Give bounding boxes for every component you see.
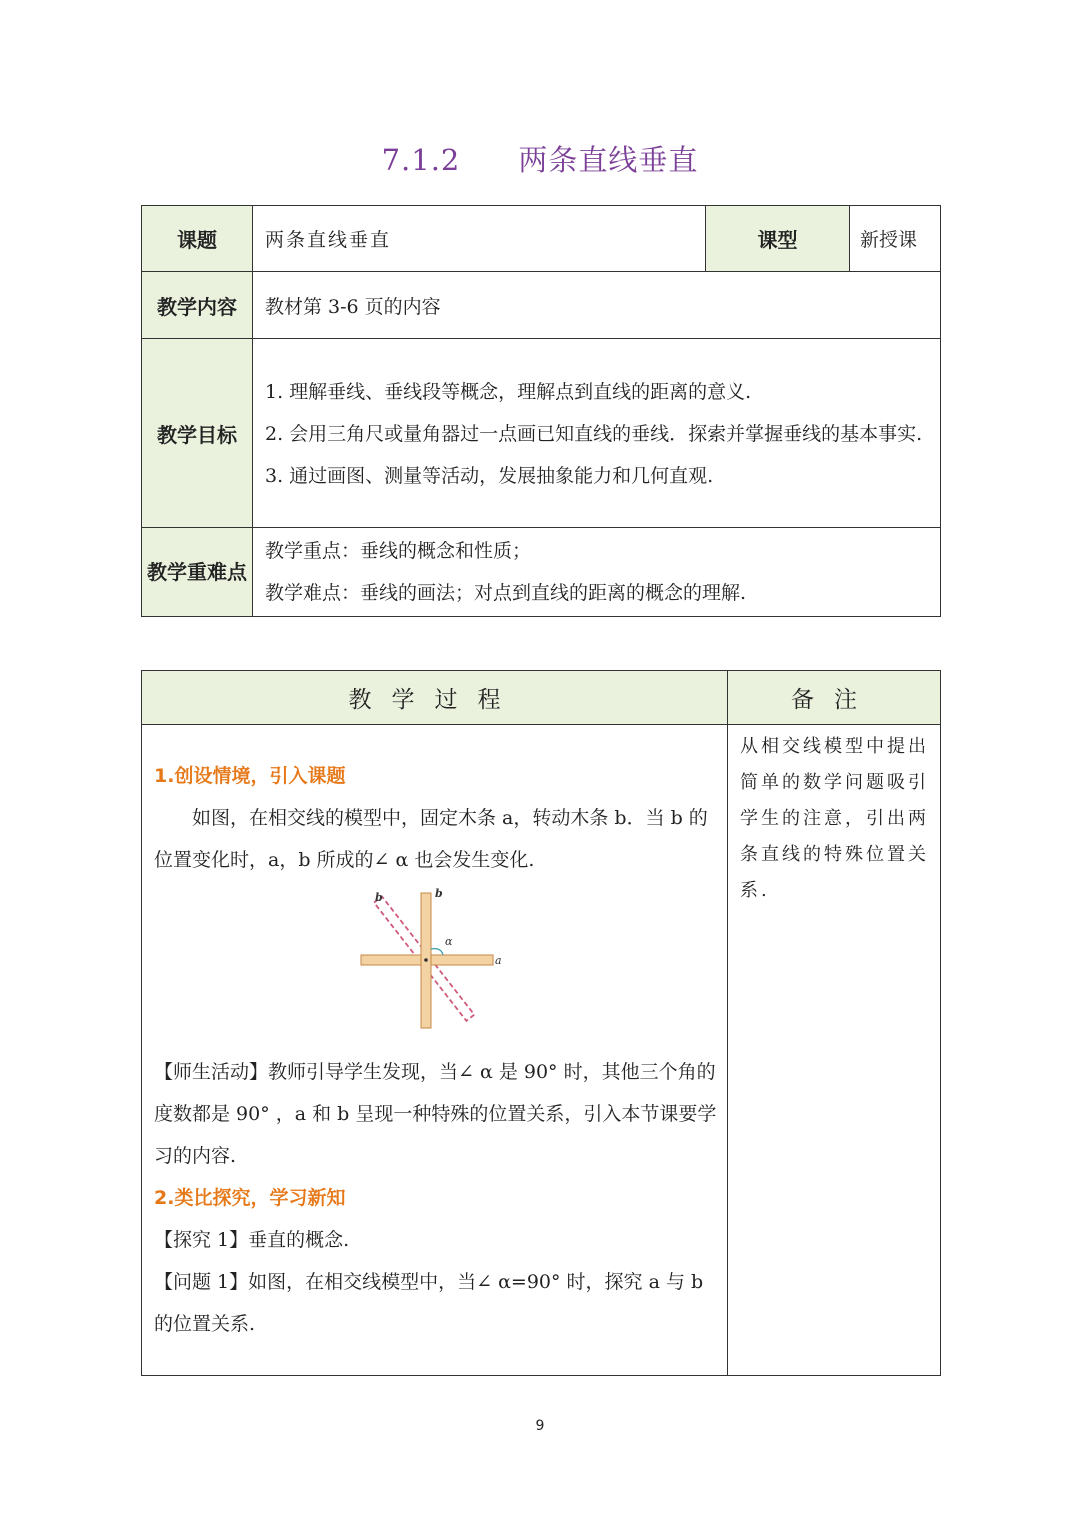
goals-row bbox=[142, 339, 941, 528]
goal-item: 1. 理解垂线、垂线段等概念，理解点到直线的距离的意义. bbox=[265, 381, 752, 403]
goals-list bbox=[253, 339, 941, 528]
label-alpha: α bbox=[444, 935, 452, 948]
label-b-dashed: b bbox=[374, 891, 383, 904]
paragraph: 【探究 1】垂直的概念. bbox=[154, 1229, 350, 1251]
process-body-row bbox=[142, 725, 941, 1376]
pivot-point bbox=[424, 958, 428, 962]
paragraph: 【师生活动】教师引导学生发现，当∠ α 是 90° 时，其他三个角的度数都是 90° ，a 和 b 呈现一种特殊的位置关系，引入本节课要学习的内容. bbox=[154, 1061, 717, 1167]
type-label: 课型 bbox=[706, 206, 850, 272]
key-points-list bbox=[253, 528, 941, 617]
content-row bbox=[142, 272, 941, 339]
type-value: 新授课 bbox=[850, 206, 941, 272]
section-heading: 2.类比探究，学习新知 bbox=[154, 1187, 346, 1209]
label-b-vertical: b bbox=[434, 887, 443, 900]
section-heading: 1.创设情境，引入课题 bbox=[154, 765, 346, 787]
topic-row bbox=[142, 206, 941, 272]
key-point-item: 教学难点：垂线的画法；对点到直线的距离的概念的理解. bbox=[265, 582, 747, 604]
goal-item: 3. 通过画图、测量等活动，发展抽象能力和几何直观. bbox=[265, 465, 714, 487]
content-label: 教学内容 bbox=[142, 272, 253, 339]
key-points-label: 教学重难点 bbox=[142, 528, 253, 617]
topic-value: 两条直线垂直 bbox=[253, 206, 706, 272]
teaching-process-table bbox=[141, 670, 941, 1376]
topic-label: 课题 bbox=[142, 206, 253, 272]
section-title: 两条直线垂直 bbox=[518, 143, 699, 177]
content-value: 教材第 3-6 页的内容 bbox=[253, 272, 941, 339]
stick-model-diagram bbox=[351, 881, 521, 1031]
page-title bbox=[0, 138, 1080, 179]
goal-item: 2. 会用三角尺或量角器过一点画已知直线的垂线．探索并掌握垂线的基本事实. bbox=[265, 423, 923, 445]
lesson-info-table bbox=[141, 205, 941, 617]
process-content bbox=[142, 725, 728, 1376]
note-content: 从相交线模型中提出简单的数学问题吸引学生的注意，引出两条直线的特殊位置关系. bbox=[728, 725, 941, 1376]
key-point-item: 教学重点：垂线的概念和性质； bbox=[265, 540, 532, 562]
angle-arc bbox=[431, 949, 443, 955]
note-header: 备注 bbox=[728, 671, 941, 725]
paragraph: 【问题 1】如图，在相交线模型中，当∠ α=90° 时，探究 a 与 b 的位置关系. bbox=[154, 1271, 704, 1335]
paragraph: 如图，在相交线的模型中，固定木条 a，转动木条 b．当 b 的位置变化时，a，b 所成的∠ α 也会发生变化. bbox=[154, 807, 708, 871]
process-header-row bbox=[142, 671, 941, 725]
intersecting-lines-figure bbox=[154, 881, 717, 1051]
section-number: 7.1.2 bbox=[381, 143, 461, 177]
key-points-row bbox=[142, 528, 941, 617]
page-number: 9 bbox=[535, 1418, 545, 1434]
label-a: a bbox=[494, 954, 502, 967]
goals-label: 教学目标 bbox=[142, 339, 253, 528]
process-header: 教学过程 bbox=[142, 671, 728, 725]
